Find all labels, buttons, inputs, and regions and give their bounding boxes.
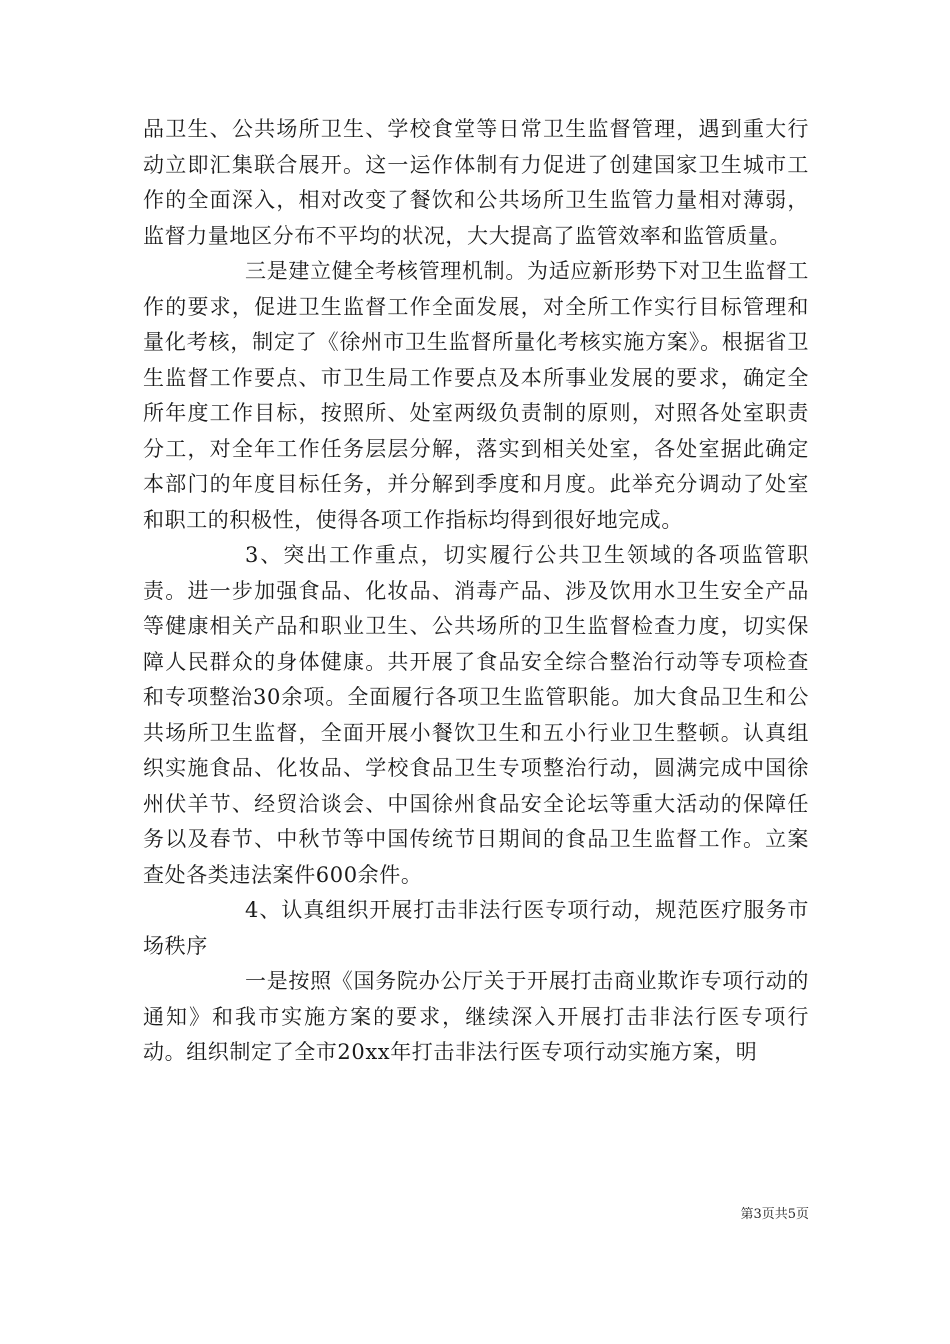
paragraph-work-focus: 3、突出工作重点，切实履行公共卫生领域的各项监管职责。进一步加强食品、化妆品、消毒产品、涉及饮用水卫生安全产品等健康相关产品和职业卫生、公共场所的卫生监督检查力度，切实保障人民群众的身体健康。共开展了食品安全综合整治行动等专项检查和专项整治30余项。全面履行各项卫生监管职能。加大食品卫生和公共场所卫生监督，全面开展小餐饮卫生和五小行业卫生整顿。认真组织实施食品、化妆品、学校食品卫生专项整治行动，圆满完成中国徐州伏羊节、经贸洽谈会、中国徐州食品安全论坛等重大活动的保障任务以及春节、中秋节等中国传统节日期间的食品卫生监督工作。立案查处各类违法案件600余件。 [143,543,809,887]
paragraph-continuation: 品卫生、公共场所卫生、学校食堂等日常卫生监督管理，遇到重大行动立即汇集联合展开。这一运作体制有力促进了创建国家卫生城市工作的全面深入，相对改变了餐饮和公共场所卫生监管力量相对薄弱，监督力量地区分布不平均的状况，大大提高了监管效率和监管质量。 [143,117,809,248]
page-number: 第3页共5页 [740,1207,809,1222]
paragraph-illegal-practice-heading: 4、认真组织开展打击非法行医专项行动，规范医疗服务市场秩序 [143,898,809,958]
paragraph-illegal-practice-action: 一是按照《国务院办公厅关于开展打击商业欺诈专项行动的通知》和我市实施方案的要求，继续深入开展打击非法行医专项行动。组织制定了全市20xx年打击非法行医专项行动实施方案，明 [143,969,809,1064]
paragraph-assessment-mechanism: 三是建立健全考核管理机制。为适应新形势下对卫生监督工作的要求，促进卫生监督工作全面发展，对全所工作实行目标管理和量化考核，制定了《徐州市卫生监督所量化考核实施方案》。根据省卫生监督工作要点、市卫生局工作要点及本所事业发展的要求，确定全所年度工作目标，按照所、处室两级负责制的原则，对照各处室职责分工，对全年工作任务层层分解，落实到相关处室，各处室据此确定本部门的年度目标任务，并分解到季度和月度。此举充分调动了处室和职工的积极性，使得各项工作指标均得到很好地完成。 [143,259,809,532]
document-body [143,112,809,1071]
